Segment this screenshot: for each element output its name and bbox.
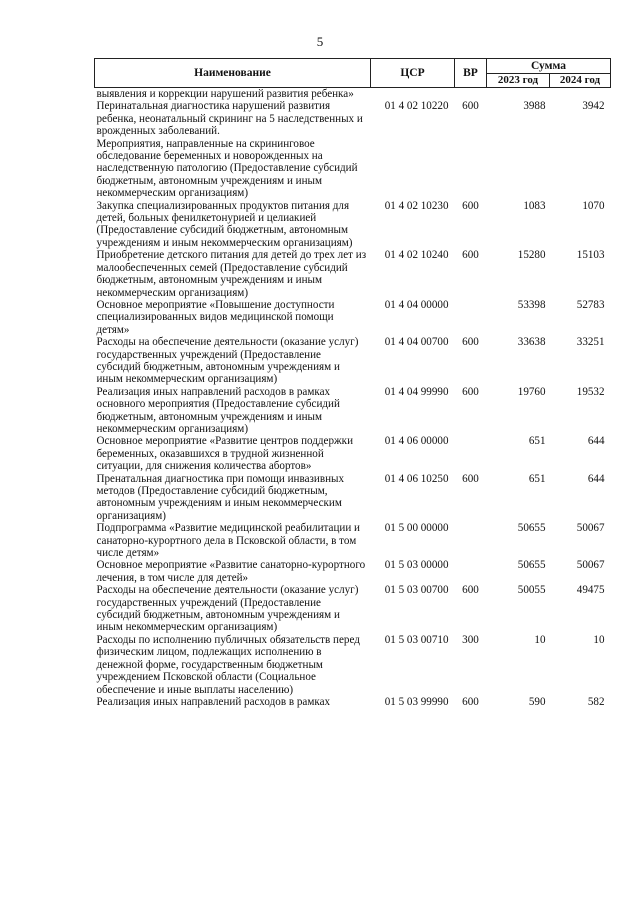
table-row (95, 249, 611, 299)
row-sum-2023 (487, 138, 550, 200)
row-sum-2024 (550, 88, 611, 101)
row-csr-code: 01 4 02 10220 (384, 100, 449, 113)
budget-table (94, 58, 611, 708)
row-sum-2023: 53398 (517, 298, 546, 311)
table-row (95, 299, 611, 336)
row-sum-2024: 15103 (576, 249, 605, 262)
row-sum-2024: 50067 (576, 522, 605, 535)
row-csr-code (371, 88, 455, 101)
row-vr-code: 600 (462, 336, 479, 349)
row-sum-2023: 33638 (517, 336, 546, 349)
row-name: Мероприятия, направленные на скрининговое обследование беременных и новорожденных на наследственную патологию (Предоставление субсидий бюджетным, автономным учреждениям и иным некоммерческим организациям) (96, 137, 358, 200)
table-row (95, 200, 611, 250)
row-name: Реализация иных направлений расходов в рамках (96, 695, 331, 708)
row-csr-code: 01 5 00 00000 (384, 522, 449, 535)
row-sum-2023: 50655 (517, 522, 546, 535)
row-name: Закупка специализированных продуктов питания для детей, больных фенилкетонурией и целиакией (Предоставление субсидий бюджетным, автономным учреждениям и иным некоммерческим организациям) (96, 199, 353, 249)
row-sum-2024: 52783 (576, 298, 605, 311)
row-csr-code: 01 4 02 10230 (384, 199, 449, 212)
table-row (95, 336, 611, 386)
row-csr-code (371, 138, 455, 200)
row-sum-2023: 15280 (517, 249, 546, 262)
header-year-2023: 2023 год (487, 74, 550, 88)
row-vr-code: 600 (462, 249, 479, 262)
row-name: Пренатальная диагностика при помощи инвазивных методов (Предоставление субсидий бюджетным, автономным учреждениям и иным некоммерческим организациям) (96, 472, 345, 522)
table-row (95, 100, 611, 137)
row-name: выявления и коррекции нарушений развития ребенка» (96, 88, 354, 100)
row-csr-code: 01 5 03 99990 (384, 695, 449, 708)
row-vr-code (455, 299, 487, 336)
row-sum-2024: 50067 (576, 559, 605, 572)
row-name: Реализация иных направлений расходов в рамках основного мероприятия (Предоставление субсидий бюджетным, автономным учреждениям и иным некоммерческим организациям) (96, 385, 340, 435)
row-vr-code (455, 522, 487, 559)
table-row (95, 386, 611, 436)
row-csr-code: 01 4 04 00000 (384, 298, 449, 311)
table-row (95, 522, 611, 559)
table-row (95, 584, 611, 634)
row-sum-2023: 651 (528, 435, 546, 448)
row-vr-code: 600 (462, 695, 479, 708)
row-csr-code: 01 5 03 00710 (384, 633, 449, 646)
row-sum-2023: 19760 (517, 385, 546, 398)
table-row (95, 559, 611, 584)
row-sum-2023: 50655 (517, 559, 546, 572)
row-sum-2024: 49475 (576, 584, 605, 597)
table-row (95, 88, 611, 101)
row-csr-code: 01 4 06 00000 (384, 435, 449, 448)
row-sum-2024: 1070 (582, 199, 605, 212)
row-name: Перинатальная диагностика нарушений развития ребенка, неонатальный скрининг на 5 наследственных и врожденных заболеваний. (96, 100, 363, 138)
row-sum-2023 (487, 88, 550, 101)
header-year-2024: 2024 год (550, 74, 611, 88)
row-csr-code: 01 5 03 00700 (384, 584, 449, 597)
row-name: Подпрограмма «Развитие медицинской реабилитации и санаторно-курортного дела в Псковской области, в том числе детям» (96, 522, 360, 560)
row-vr-code: 600 (462, 199, 479, 212)
row-sum-2024: 19532 (576, 385, 605, 398)
row-name: Основное мероприятие «Развитие центров поддержки беременных, оказавшихся в трудной жизненной ситуации, для снижения количества абортов» (96, 435, 353, 473)
header-name: Наименование (95, 59, 371, 88)
table-row (95, 138, 611, 200)
row-sum-2023: 651 (528, 472, 546, 485)
table-row (95, 634, 611, 696)
row-csr-code: 01 4 06 10250 (384, 472, 449, 485)
row-vr-code (455, 559, 487, 584)
row-sum-2024: 33251 (576, 336, 605, 349)
row-sum-2023: 3988 (523, 100, 546, 113)
row-name: Расходы на обеспечение деятельности (оказание услуг) государственных учреждений (Предоставление субсидий бюджетным, автономным учреждениям и иным некоммерческим организациям) (96, 584, 359, 634)
row-vr-code: 600 (462, 100, 479, 113)
row-csr-code: 01 4 04 99990 (384, 385, 449, 398)
page-number: 5 (316, 34, 324, 49)
row-name: Расходы по исполнению публичных обязательств перед физическим лицом, подлежащих исполнению в денежной форме, государственным бюджетным учреждением Псковской области (Социальное обеспечение и иные выплаты населению) (96, 633, 360, 696)
header-vr: ВР (455, 59, 487, 88)
table-row (95, 473, 611, 523)
row-sum-2024: 582 (587, 695, 605, 708)
row-vr-code: 600 (462, 472, 479, 485)
row-csr-code: 01 4 02 10240 (384, 249, 449, 262)
row-sum-2024: 10 (593, 633, 605, 646)
row-csr-code: 01 4 04 00700 (384, 336, 449, 349)
row-vr-code: 600 (462, 385, 479, 398)
row-name: Расходы на обеспечение деятельности (оказание услуг) государственных учреждений (Предоставление субсидий бюджетным, автономным учреждениям и иным некоммерческим организациям) (96, 336, 359, 386)
row-sum-2024 (550, 138, 611, 200)
row-vr-code: 300 (462, 633, 479, 646)
row-name: Основное мероприятие «Повышение доступности специализированных видов медицинской помощи детям» (96, 298, 335, 336)
row-sum-2023: 10 (534, 633, 546, 646)
row-sum-2024: 644 (587, 435, 605, 448)
table-body (95, 88, 611, 709)
row-vr-code: 600 (462, 584, 479, 597)
table-row (95, 696, 611, 708)
row-vr-code (455, 88, 487, 101)
row-vr-code (455, 138, 487, 200)
row-name: Приобретение детского питания для детей до трех лет из малообеспеченных семей (Предоставление субсидий бюджетным, автономным учреждениям и иным некоммерческим организациям) (96, 249, 367, 299)
header-sum: Сумма (487, 59, 611, 74)
table-header (95, 59, 611, 88)
row-sum-2023: 50055 (517, 584, 546, 597)
row-name: Основное мероприятие «Развитие санаторно-курортного лечения, в том числе для детей» (96, 559, 366, 584)
row-sum-2023: 1083 (523, 199, 546, 212)
table-row (95, 435, 611, 472)
row-vr-code (455, 435, 487, 472)
row-sum-2024: 3942 (582, 100, 605, 113)
row-sum-2024: 644 (587, 472, 605, 485)
header-csr: ЦСР (371, 59, 455, 88)
row-sum-2023: 590 (528, 695, 546, 708)
row-csr-code: 01 5 03 00000 (384, 559, 449, 572)
